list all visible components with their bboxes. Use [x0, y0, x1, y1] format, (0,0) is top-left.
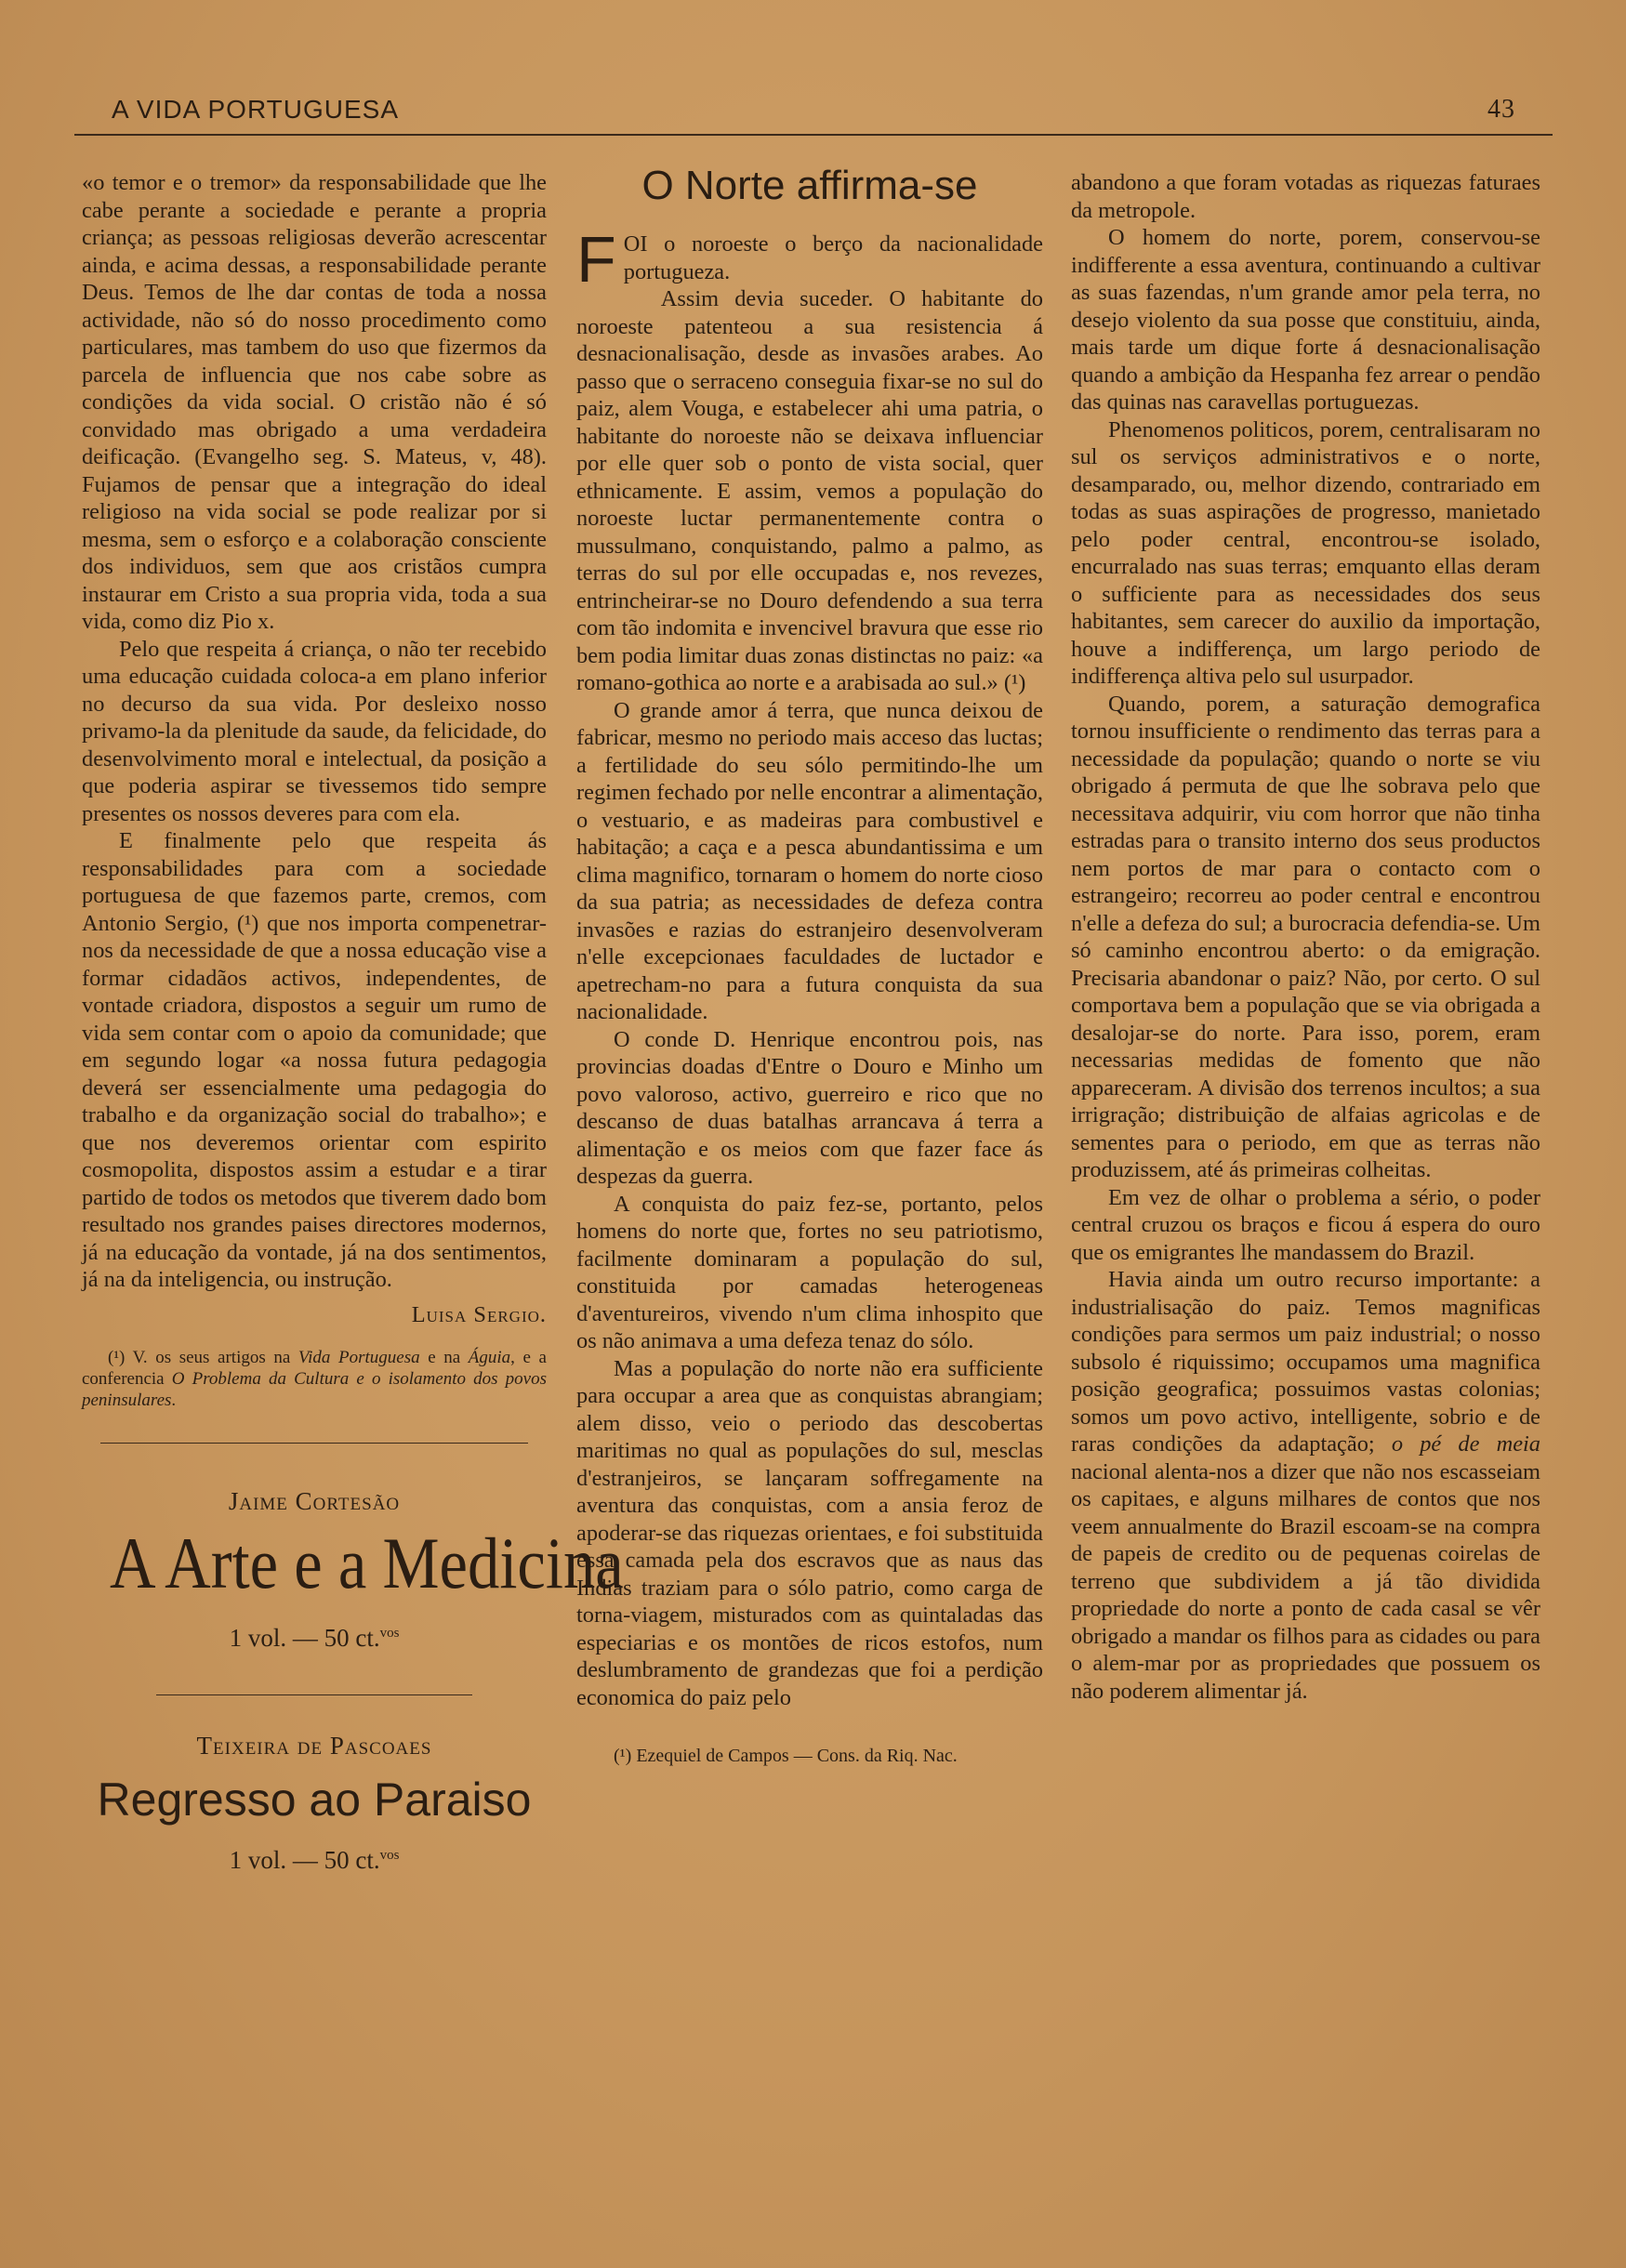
paragraph: Phenomenos politicos, porem, centralisaram no sul os serviços administrativos e o norte, desamparado, ou, melhor dizendo, contrariado em todas as suas aspirações de progresso, manietado pelo poder central, encontrou-se isolado, encurralado nas suas terras; emquanto ellas deram o sufficiente para as necessidades dos seus habitantes, sem carecer do auxilio da importação, houve a indifferença, um largo periodo de indifferença altiva pelo sul usurpador. — [1071, 416, 1540, 689]
paragraph: Quando, porem, a saturação demografica tornou insufficiente o rendimento das terras para a necessidade da população; quando o norte se viu obrigado á permuta de que lhe sobrava pelo que necessitava adquirir, viu com horror que não tinha estradas para o transito interno dos seus productos nem portos de mar para o contacto com o estrangeiro; recorreu ao poder central e encontrou n'elle a defeza do sul; a burocracia defendia-se. Um só caminho encontrou aberto: o da emigração. Precisaria abandonar o paiz? Não, por certo. O sul comportava bem a população que se via obrigada a desalojar-se do norte. Para isso, porem, eram necessarias medidas de fomento que não appareceram. A divisão dos terrenos incultos; a sua irrigração; distribuição de alfaias agricolas e de sementes para o periodo, em que as terras não produzissem, até ás primeiras colheitas. — [1071, 691, 1540, 1182]
paragraph: FOI o noroeste o berço da nacionalidade portugueza. — [576, 223, 1043, 296]
column-middle — [576, 163, 1043, 1767]
ad-divider — [156, 1694, 472, 1695]
paragraph: O conde D. Henrique encontrou pois, nas provincias doadas d'Entre o Douro e Minho um povo valoroso, activo, guerreiro e rico que no descanso de duas batalhas arrancava á terra a alimentação e os meios com que fazer face ás despezas da guerra. — [576, 1026, 1043, 1189]
ad-price: 1 vol. — 50 ct.$^{vos}$ — [229, 1623, 400, 1652]
footnote: (¹) Ezequiel de Campos — Cons. da Riq. Nac. — [614, 1746, 958, 1766]
column-right — [1071, 169, 1540, 1705]
footnote: (¹) V. os seus artigos na Vida Portuguesa e na Águia, e a conferencia O Problema da Cultura e o isolamento dos povos peninsulares. — [82, 1348, 547, 1410]
ad-book-title: A Arte e a Medicina — [110, 1522, 624, 1603]
running-header — [74, 91, 1553, 136]
ad-price: 1 vol. — 50 ct.$^{vos}$ — [229, 1845, 400, 1874]
section-divider — [100, 1443, 528, 1444]
paragraph: abandono a que foram votadas as riquezas faturaes da metropole. — [1071, 170, 1540, 223]
paragraph: Assim devia suceder. O habitante do noroeste patenteou a sua resistencia á desnacionalisação, desde as invasões arabes. Ao passo que o serraceno conseguia fixar-se no sul do paiz, alem Vouga, e estabelecer ahi uma patria, o habitante do noroeste não se deixava influenciar por elle quer sob o ponto de vista social, quer ethnicamente. E assim, vemos a população do noroeste luctar permanentemente contra o mussulmano, conquistando, palmo a palmo, as terras do sul por elle occupadas e, nos revezes, entrincheirar-se no Douro defendendo a sua terra com tão indomita e invencivel bravura que esse rio bem podia limitar duas zonas distinctas no paiz: «a romano-gothica ao norte e a arabisada ao sul.» (¹) — [576, 286, 1043, 695]
paragraph: Pelo que respeita á criança, o não ter recebido uma educação cuidada coloca-a em plano inferior no decurso da sua vida. Por desleixo nosso privamo-la da plenitude da saude, da felicidade, do desenvolvimento moral e intelectual, da posição a que poderia aspirar se tivessemos tido sempre presentes os nossos deveres para com ela. — [82, 636, 547, 826]
author-signature: Luisa Sergio. — [411, 1301, 547, 1327]
ad-author: Teixeira de Pascoaes — [196, 1732, 432, 1760]
paragraph: O homem do norte, porem, conservou-se indifferente a essa aventura, continuando a cultivar as suas fazendas, n'um grande amor pela terra, no desejo violento da sua posse que constituiu, ainda, mais tarde um dique forte á desnacionalisação quando a ambição da Hespanha fez arrear o pendão das quinas nas caravellas portuguezas. — [1071, 225, 1540, 415]
paragraph: Em vez de olhar o problema a sério, o poder central cruzou os braços e ficou á espera do ouro que os emigrantes lhe mandassem do Brazil. — [1071, 1184, 1540, 1265]
paragraph: E finalmente pelo que respeita ás responsabilidades para com a sociedade portuguesa de que fazemos parte, cremos, com Antonio Sergio, (¹) que nos importa compenetrar-nos da necessidade de que a nossa educação vise a formar cidadãos activos, independentes, de vontade criadora, dispostos a seguir um rumo de vida sem contar com o apoio da comunidade; que em segundo logar «a nossa futura pedagogia deverá ser essencialmente uma pedagogia do trabalho e da organização social do trabalho»; e que nos deveremos orientar com espirito cosmopolita, dispostos assim a estudar e a tirar partido de todos os metodos que tiverem dado bom resultado nos grandes paises directores modernos, já na educação da vontade, já na dos sentimentos, já na da inteligencia, ou instrução. — [82, 828, 547, 1292]
journal-title: A VIDA PORTUGUESA — [112, 95, 400, 124]
paragraph: «o temor e o tremor» da responsabilidade que lhe cabe perante a sociedade e perante a propria criança; as pessoas religiosas deverão acrescentar ainda, e acima dessas, a responsabilidade perante Deus. Temos de lhe dar contas de toda a nossa actividade, não só do nosso procedimento como particulares, mas tambem do uso que fizermos da parcela de influencia que nos cabe sobre as condições da vida social. O cristão não é só convidado mas obrigado a uma verdadeira deificação. (Evangelho seg. S. Mateus, v, 48). Fujamos de pensar que a integração do ideal religioso na vida social se pode realizar por si mesma, sem o esforço e a colaboração consciente dos individuos, sem que aos cristãos cumpra instaurar em Cristo a sua propria vida, toda a sua vida, como diz Pio x. — [82, 170, 547, 634]
paragraph: O grande amor á terra, que nunca deixou de fabricar, mesmo no periodo mais acceso das luctas; a fertilidade do seu sólo permitindo-lhe um regimen fechado por nelle encontrar a alimentação, o vestuario, e as madeiras para combustivel e habitação; a caça e a pesca abundantissima e um clima magnifico, tornaram o homem do norte cioso da sua patria; as necessidades de defeza contra invasões e razias do estranjeiro desenvolveram n'elle excepcionaes faculdades de luctador e apetrecham-no para a futura conquista da sua nacionalidade. — [576, 697, 1043, 1024]
drop-cap: F — [576, 223, 616, 296]
paragraph: Mas a população do norte não era sufficiente para occupar a area que as conquistas abrangiam; alem disso, veio o periodo das descobertas maritimas no qual as populações do sul, mesclas d'estranjeiros, se lançaram soffregamente na aventura das conquistas, com a ansia feroz de apoderar-se das riquezas orientaes, e foi substituida essa camada pela dos escravos que as naus das Indias traziam para o sólo patrio, como carga de torna-viagem, misturados com as quintaladas das especiarias e os montões de ricos estofos, num deslumbramento de grandezas que foi a perdição economica do paiz pelo — [576, 1355, 1043, 1710]
page-number: 43 — [1487, 95, 1515, 124]
paragraph: A conquista do paiz fez-se, portanto, pelos homens do norte que, fortes no seu patriotismo, facilmente dominaram a população do sul, constituida por camadas heterogeneas d'aventureiros, vivendo n'um clima inhospito que os não animava a uma defeza tenaz do sólo. — [576, 1191, 1043, 1353]
article-title: O Norte affirma-se — [641, 163, 978, 208]
ad-book-title: Regresso ao Paraiso — [97, 1773, 532, 1826]
paragraph: Havia ainda um outro recurso importante: a industrialisação do paiz. Temos magnificas condições para sermos um paiz industrial; o nosso subsolo é riquissimo; occupamos uma magnifica posição geografica; possuimos vastas colonias; somos um povo activo, intelligente, sobrio e de raras condições da adaptação; o pé de meia nacional alenta-nos a dizer que não nos escasseiam os capitaes, e alguns milhares de contos que nos veem annualmente do Brazil escoam-se na compra de papeis de credito ou de pequenas coirelas de terreno que subdividem a já tão dividida propriedade do norte a ponto de cada casal se vêr obrigado a mandar os filhos para as cidades ou para o alem-mar por as propriedades que possuem os não poderem alimentar já. — [1071, 1267, 1540, 1704]
column-left — [82, 169, 624, 1874]
ad-author: Jaime Cortesão — [228, 1487, 401, 1515]
